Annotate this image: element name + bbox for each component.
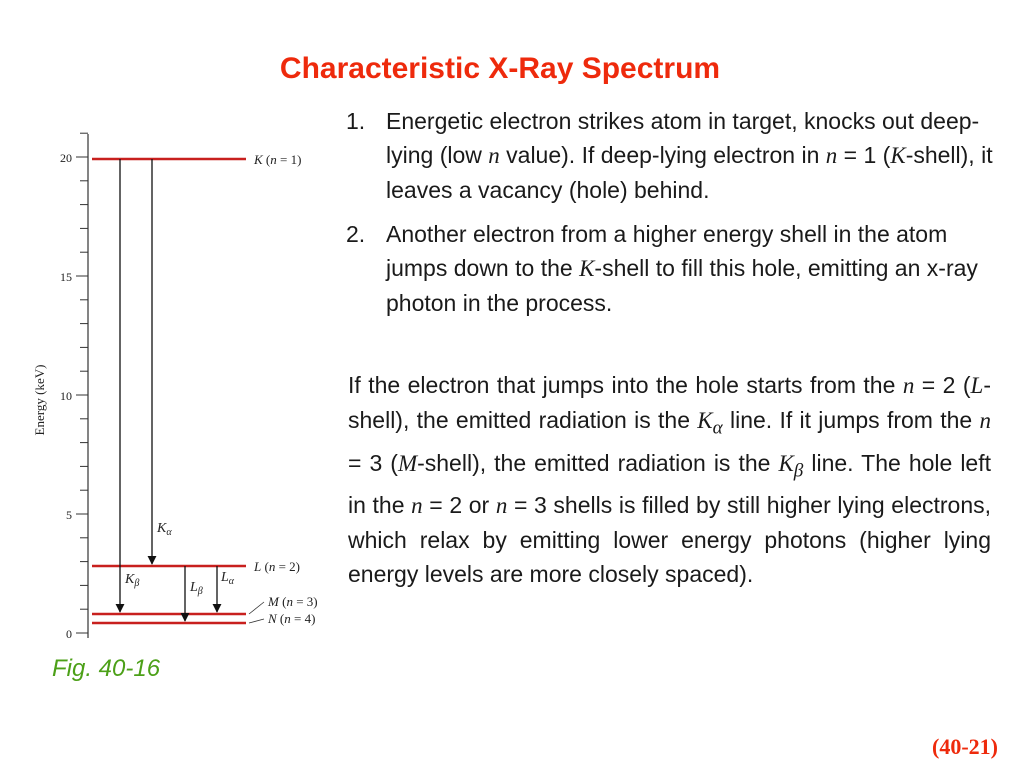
explanation-paragraph: If the electron that jumps into the hole starts from the n = 2 (L-shell), the emitted radiation is the $K_\alpha$ line. If it jumps from the n = 3 (M-shell), the emitted radiation is the $K_\beta$ line. The hole left in the n = 2 or n = 3 shells is filled by still higher lying electrons, which relax by emitting lower energy photons (higher lying energy levels are more closely spaced). <box>348 372 992 588</box>
list-item <box>346 104 1014 207</box>
y-tick-label: 0 <box>66 627 72 641</box>
list-text: Another electron from a higher energy shell in the atom jumps down to the K-shell to fill this hole, emitting an x-ray photon in the process. <box>386 221 978 316</box>
numbered-list <box>346 104 1014 330</box>
list-text: Energetic electron strikes atom in target, knocks out deep-lying (low n value). If deep-lying electron in n = 1 (K-shell), it leaves a vacancy (hole) behind. <box>386 108 993 203</box>
level-label-l: L (n = 2) <box>254 559 300 574</box>
transition-label-l-beta: $L_\beta$ <box>190 580 203 597</box>
list-number: 1. <box>346 108 366 134</box>
energy-level-svg <box>28 128 328 648</box>
transition-label-k-beta: $K_\beta$ <box>125 572 140 589</box>
list-item <box>346 217 1014 320</box>
level-label-m-leader <box>249 602 264 614</box>
level-label-n-leader <box>249 619 264 623</box>
y-axis-ticks <box>76 133 88 633</box>
y-tick-label: 20 <box>60 151 72 165</box>
slide-number: (40-21) <box>932 734 998 759</box>
level-label-m: M (n = 3) <box>268 594 318 609</box>
energy-level-diagram <box>28 128 328 653</box>
y-axis-label: Energy (keV) <box>32 364 47 436</box>
level-label-n: N (n = 4) <box>268 611 316 626</box>
list-number: 2. <box>346 221 366 247</box>
transition-label-k-alpha: $K_\alpha$ <box>157 521 172 538</box>
transition-label-l-alpha: $L_\alpha$ <box>221 570 235 587</box>
slide-title: Characteristic X-Ray Spectrum <box>279 52 721 85</box>
y-tick-label: 5 <box>66 508 72 522</box>
y-tick-label: 10 <box>60 389 72 403</box>
figure-caption: Fig. 40-16 <box>52 655 161 682</box>
level-label-k: K (n = 1) <box>254 152 302 167</box>
y-tick-label: 15 <box>60 270 72 284</box>
